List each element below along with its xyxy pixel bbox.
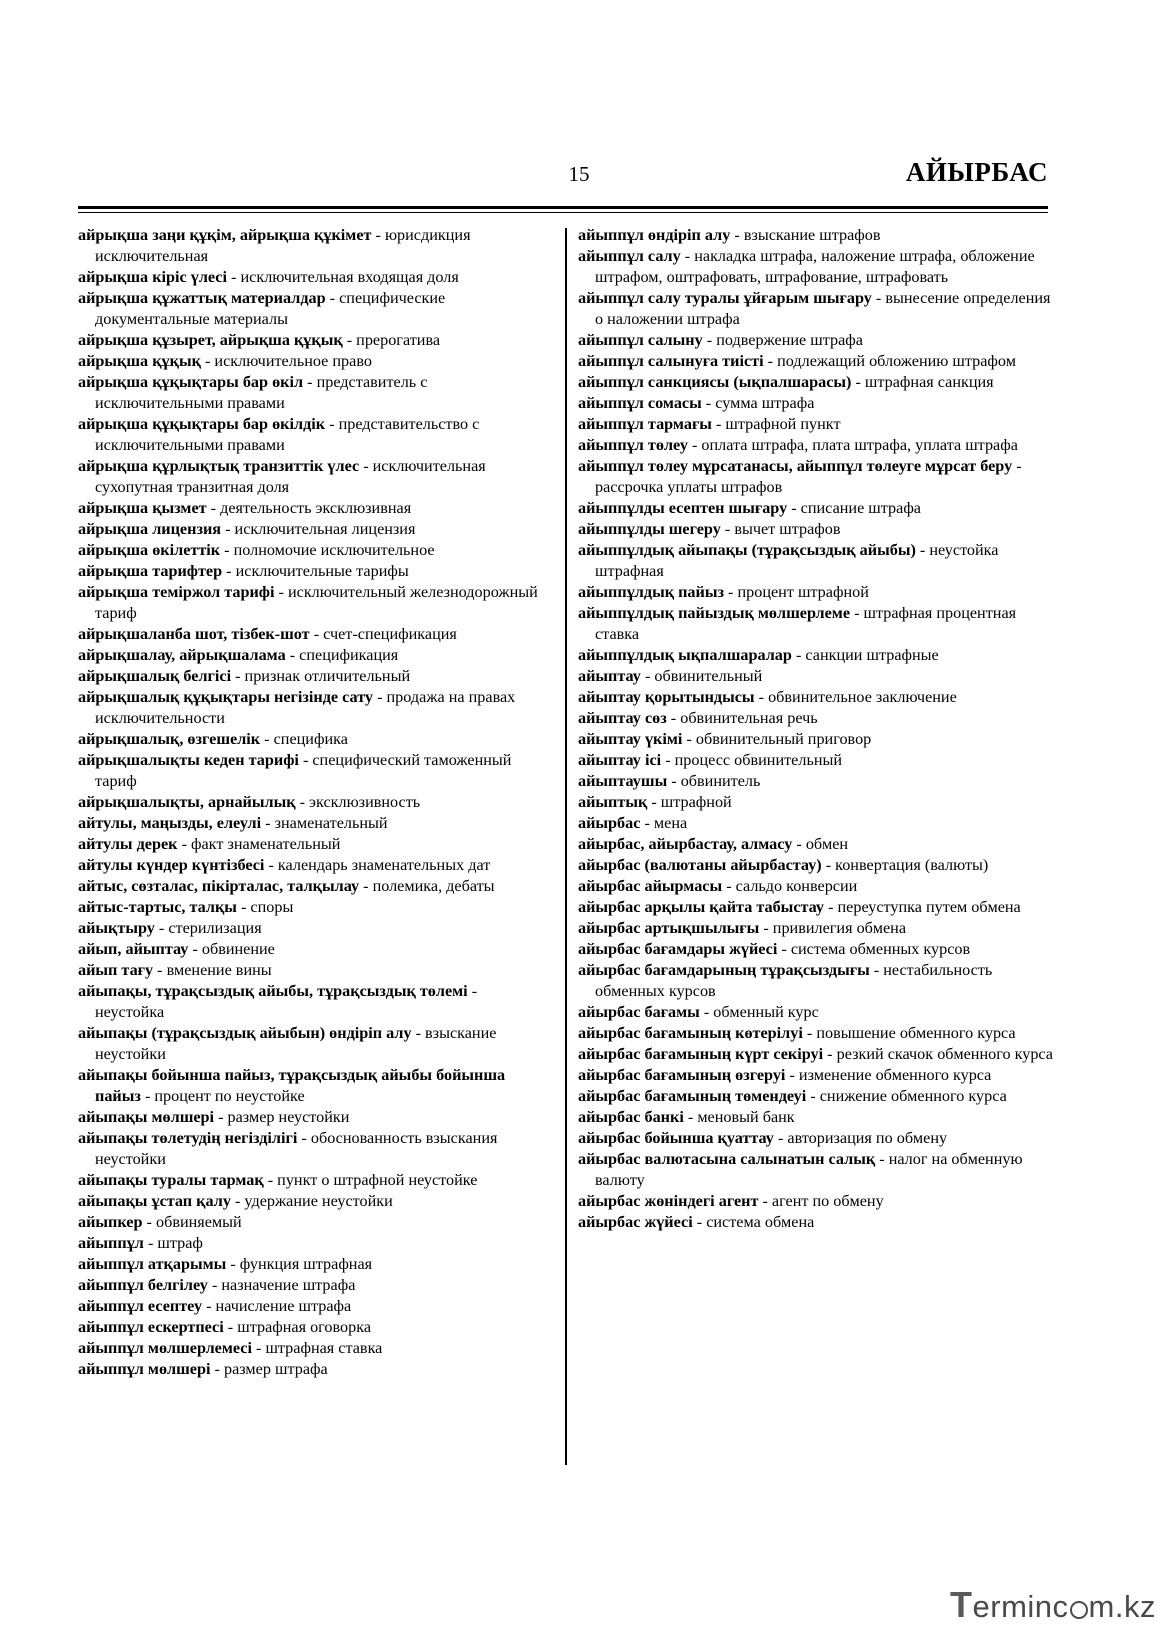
- dictionary-entry: айыппұлдық пайыз - процент штрафной: [578, 583, 869, 601]
- entry-definition: процент по неустойке: [154, 1087, 305, 1105]
- entry-definition: обвиняемый: [155, 1213, 242, 1231]
- dictionary-entry: айрықша заңи құқім, айрықша құкімет - юрисдикция исключительная: [78, 226, 471, 265]
- entry-term: айрықша өкілеттік: [78, 541, 221, 559]
- entry-term: айырбас арқылы қайта табыстау: [578, 898, 825, 916]
- entry-term: айыпақы, тұрақсыздық айыбы, тұрақсыздық төлемі: [78, 982, 468, 1000]
- entry-definition: штрафная санкция: [864, 373, 994, 391]
- entry-definition: вычет штрафов: [734, 520, 841, 538]
- entry-term: айырбас айырмасы: [578, 877, 723, 895]
- dictionary-entry: айрықша өкілеттік - полномочие исключительное: [78, 541, 435, 559]
- entry-definition: исключительная лицензия: [234, 520, 416, 538]
- entry-definition: счет-спецификация: [323, 625, 457, 643]
- entry-definition: исключительная входящая доля: [240, 268, 459, 286]
- entry-term: айрықша құқық: [78, 352, 201, 370]
- dictionary-entry: айырбас бағамы - обменный курс: [578, 1003, 819, 1021]
- dictionary-entry: айырбас артықшылығы - привилегия обмена: [578, 919, 907, 937]
- entry-term: айрықшалық белгісі: [78, 667, 232, 685]
- entry-term: айыппұл салу туралы ұйғарым шығару: [578, 289, 872, 307]
- entry-definition: специфические документальные материалы: [95, 289, 446, 328]
- entry-definition: подлежащий обложению штрафом: [777, 352, 1016, 370]
- entry-term: айыппұл есептеу: [78, 1297, 203, 1315]
- entry-definition: оплата штрафа, плата штрафа, уплата штрафа: [701, 436, 1018, 454]
- entry-term: айыпақы бойынша пайыз, тұрақсыздық айыбы бойынша пайыз: [78, 1066, 506, 1105]
- entry-definition: система обмена: [706, 1213, 815, 1231]
- dictionary-entry: айтыс-тартыс, талқы - споры: [78, 898, 294, 916]
- entry-term: айыппұл тармағы: [578, 415, 712, 433]
- entry-term: айрықша лицензия: [78, 520, 222, 538]
- dictionary-entry: айыппұл тармағы - штрафной пункт: [578, 415, 841, 433]
- entry-term: айыптау үкімі: [578, 730, 683, 748]
- entry-term: айырбас бағамының төмендеуі: [578, 1087, 807, 1105]
- entry-definition: представитель с исключительными правами: [95, 373, 428, 412]
- entry-definition: неустойка штрафная: [595, 541, 999, 580]
- entry-term: айыппұл өндіріп алу: [578, 226, 731, 244]
- dictionary-entry: айрықша қызмет - деятельность эксклюзивная: [78, 499, 412, 517]
- entry-term: айыптау ісі: [578, 751, 662, 769]
- entry-definition: мена: [653, 814, 688, 832]
- entry-term: айрықшаланба шот, тізбек-шот: [78, 625, 310, 643]
- dictionary-entry: айырбас - мена: [578, 814, 688, 832]
- dictionary-entry: айырбас жөніндегі агент - агент по обмену: [578, 1192, 884, 1210]
- dictionary-entry: айып, айыптау - обвинение: [78, 940, 275, 958]
- entry-term: айыптау: [578, 667, 641, 685]
- dictionary-entry: айрықша құрлықтық транзиттік үлес - исключительная сухопутная транзитная доля: [78, 457, 486, 496]
- dictionary-entry: айыптау сөз - обвинительная речь: [578, 709, 818, 727]
- entry-definition: юрисдикция исключительная: [95, 226, 471, 265]
- entry-definition: признак отличительный: [244, 667, 411, 685]
- dictionary-entry: айырбас бағамының күрт секіруі - резкий скачок обменного курса: [578, 1045, 1053, 1063]
- entry-definition: назначение штрафа: [221, 1276, 356, 1294]
- dictionary-entry: айырбас бағамының төмендеуі - снижение обменного курса: [578, 1087, 1007, 1105]
- column-divider: [565, 228, 567, 1465]
- entry-definition: авторизация по обмену: [787, 1129, 948, 1147]
- entry-term: айыппұл төлеу: [578, 436, 688, 454]
- entry-term: айыппұл төлеу мұрсатанасы, айыппұл төлеуге мұрсат беру: [578, 457, 1013, 475]
- dictionary-entry: айыппұл ескертпесі - штрафная оговорка: [78, 1318, 372, 1336]
- entry-term: айыптық: [578, 793, 648, 811]
- right-column: [578, 225, 1053, 1233]
- entry-definition: размер неустойки: [227, 1108, 350, 1126]
- entry-term: айрықша құзырет, айрықша құқық: [78, 331, 343, 349]
- entry-term: айыппұл: [78, 1234, 144, 1252]
- dictionary-entry: айыптаушы - обвинитель: [578, 772, 761, 790]
- entry-definition: обменный курс: [713, 1003, 819, 1021]
- dictionary-entry: айыппұл мөлшерлемесі - штрафная ставка: [78, 1339, 383, 1357]
- entry-term: айыпақы туралы тармақ: [78, 1171, 264, 1189]
- dictionary-entry: айрықша құжаттық материалдар - специфические документальные материалы: [78, 289, 446, 328]
- entry-definition: агент по обмену: [771, 1192, 884, 1210]
- entry-definition: переуступка путем обмена: [837, 898, 1021, 916]
- dictionary-entry: айырбас валютасына салынатын салық - налог на обменную валюту: [578, 1150, 1023, 1189]
- entry-definition: функция штрафная: [239, 1255, 373, 1273]
- entry-term: айрықшалық құқықтары негізінде сату: [78, 688, 374, 706]
- entry-definition: исключительные тарифы: [235, 562, 409, 580]
- dictionary-entry: айыппұл салу туралы ұйғарым шығару - вынесение определения о наложении штрафа: [578, 289, 1051, 328]
- watermark-text-b: m.kz: [1088, 1589, 1156, 1624]
- dictionary-entry: айып тағу - вменение вины: [78, 961, 272, 979]
- entry-term: айрықша құқықтары бар өкілдік: [78, 415, 326, 433]
- left-column: [78, 225, 548, 1380]
- dictionary-entry: айрықшалық белгісі - признак отличительный: [78, 667, 411, 685]
- entry-term: айырбас (валютаны айырбастау): [578, 856, 822, 874]
- entry-definition: подвержение штрафа: [716, 331, 863, 349]
- entry-definition: процент штрафной: [737, 583, 869, 601]
- dictionary-entry: айрықша кіріс үлесі - исключительная входящая доля: [78, 268, 459, 286]
- dictionary-entry: айырбас жүйесі - система обмена: [578, 1213, 815, 1231]
- entry-definition: конвертация (валюты): [835, 856, 989, 874]
- dictionary-entry: айықтыру - стерилизация: [78, 919, 262, 937]
- dictionary-entry: айрықша құқық - исключительное право: [78, 352, 372, 370]
- dictionary-entry: айыптау үкімі - обвинительный приговор: [578, 730, 872, 748]
- entry-term: айырбас жөніндегі агент: [578, 1192, 759, 1210]
- entry-term: айыппұл мөлшерлемесі: [78, 1339, 252, 1357]
- entry-definition: изменение обменного курса: [798, 1066, 992, 1084]
- entry-term: айыппұлдық пайыздық мөлшерлеме: [578, 604, 851, 622]
- entry-definition: полномочие исключительное: [233, 541, 435, 559]
- dictionary-entry: айрықшалықты кеден тарифі - специфический таможенный тариф: [78, 751, 512, 790]
- entry-term: айрықша қызмет: [78, 499, 207, 517]
- entry-definition: специфический таможенный тариф: [95, 751, 512, 790]
- entry-term: айыппұлдық айыпақы (тұрақсыздық айыбы): [578, 541, 916, 559]
- entry-term: айтулы күндер күнтізбесі: [78, 856, 265, 874]
- entry-term: айыппұл салу: [578, 247, 681, 265]
- dictionary-entry: айыппұл есептеу - начисление штрафа: [78, 1297, 352, 1315]
- entry-term: айырбас: [578, 814, 641, 832]
- watermark-text-a: erminc: [972, 1589, 1069, 1624]
- entry-definition: исключительное право: [214, 352, 372, 370]
- entry-definition: специфика: [273, 730, 348, 748]
- dictionary-entry: айыппұлдық пайыздық мөлшерлеме - штрафная процентная ставка: [578, 604, 1017, 643]
- entry-term: айрықшалық, өзгешелік: [78, 730, 261, 748]
- entry-definition: процесс обвинительный: [674, 751, 843, 769]
- entry-term: айырбас бағамдары жүйесі: [578, 940, 778, 958]
- dictionary-entry: айрықшалықты, арнайылық - эксклюзивность: [78, 793, 421, 811]
- entry-definition: сумма штрафа: [715, 394, 815, 412]
- entry-definition: обвинительный приговор: [695, 730, 872, 748]
- entry-definition: взыскание штрафов: [743, 226, 881, 244]
- entry-definition: снижение обменного курса: [819, 1087, 1007, 1105]
- entry-definition: налог на обменную валюту: [595, 1150, 1023, 1189]
- dictionary-entry: айрықша құзырет, айрықша құқық - прерогатива: [78, 331, 441, 349]
- entry-term: айырбас бағамының өзгеруі: [578, 1066, 786, 1084]
- dictionary-entry: айыппұл өндіріп алу - взыскание штрафов: [578, 226, 881, 244]
- dictionary-entry: айрықшалау, айрықшалама - спецификация: [78, 646, 399, 664]
- entry-term: айтулы, маңызды, елеулі: [78, 814, 262, 832]
- entry-term: айырбас бағамдарының тұрақсыздығы: [578, 961, 870, 979]
- entry-term: айрықшалықты кеден тарифі: [78, 751, 299, 769]
- entry-term: айтулы дерек: [78, 835, 178, 853]
- dictionary-entry: айырбас (валютаны айырбастау) - конвертация (валюты): [578, 856, 989, 874]
- entry-term: айрықша құқықтары бар өкіл: [78, 373, 304, 391]
- entry-definition: знаменательный: [274, 814, 388, 832]
- entry-term: айрықша кіріс үлесі: [78, 268, 227, 286]
- dictionary-entry: айыппұл мөлшері - размер штрафа: [78, 1360, 328, 1378]
- dictionary-entry: айыпақы, тұрақсыздық айыбы, тұрақсыздық төлемі - неустойка: [78, 982, 478, 1021]
- dictionary-entry: айыппұл санкциясы (ықпалшарасы) - штрафная санкция: [578, 373, 994, 391]
- entry-definition: продажа на правах исключительности: [95, 688, 516, 727]
- dictionary-entry: айыппұлдық ықпалшаралар - санкции штрафные: [578, 646, 939, 664]
- entry-definition: пункт о штрафной неустойке: [277, 1171, 478, 1189]
- entry-term: айрықшалау, айрықшалама: [78, 646, 286, 664]
- dictionary-entry: айыппұл атқарымы - функция штрафная: [78, 1255, 373, 1273]
- entry-definition: начисление штрафа: [215, 1297, 352, 1315]
- dictionary-entry: айырбас бойынша қуаттау - авторизация по обмену: [578, 1129, 948, 1147]
- entry-definition: вменение вины: [166, 961, 272, 979]
- entry-definition: удержание неустойки: [244, 1192, 393, 1210]
- entry-term: айтыс, сөзталас, пікірталас, талқылау: [78, 877, 360, 895]
- entry-term: айрықшалықты, арнайылық: [78, 793, 296, 811]
- dictionary-entry: айтулы дерек - факт знаменательный: [78, 835, 341, 853]
- dictionary-entry: айрықша құқықтары бар өкілдік - представительство с исключительными правами: [78, 415, 480, 454]
- dictionary-entry: айыппұл салыну - подвержение штрафа: [578, 331, 863, 349]
- entry-term: айрықша тарифтер: [78, 562, 223, 580]
- entry-definition: обвинительное заключение: [768, 688, 957, 706]
- dictionary-entry: айыптау - обвинительный: [578, 667, 763, 685]
- entry-definition: деятельность эксклюзивная: [220, 499, 412, 517]
- entry-term: айырбас жүйесі: [578, 1213, 693, 1231]
- entry-definition: накладка штрафа, наложение штрафа, обложение штрафом, оштрафовать, штрафование, штрафовать: [595, 247, 1035, 286]
- dictionary-entry: айрықшалық, өзгешелік - специфика: [78, 730, 348, 748]
- entry-term: айыппұлдық ықпалшаралар: [578, 646, 792, 664]
- entry-definition: привилегия обмена: [772, 919, 907, 937]
- termincom-watermark: [950, 1584, 1156, 1626]
- dictionary-entry: айтулы, маңызды, елеулі - знаменательный: [78, 814, 388, 832]
- entry-definition: взыскание неустойки: [95, 1024, 497, 1063]
- dictionary-entry: айырбас бағамының өзгеруі - изменение обменного курса: [578, 1066, 992, 1084]
- entry-definition: обвинительная речь: [680, 709, 818, 727]
- dictionary-entry: айыппұл белгілеу - назначение штрафа: [78, 1276, 356, 1294]
- entry-term: айырбас бойынша қуаттау: [578, 1129, 774, 1147]
- entry-term: айырбас бағамының күрт секіруі: [578, 1045, 824, 1063]
- entry-definition: штрафная процентная ставка: [595, 604, 1017, 643]
- entry-definition: обмен: [805, 835, 849, 853]
- dictionary-entry: айыппұл салынуға тиісті - подлежащий обложению штрафом: [578, 352, 1016, 370]
- entry-term: айып, айыптау: [78, 940, 189, 958]
- entry-definition: санкции штрафные: [805, 646, 939, 664]
- dictionary-entry: айыппұлдық айыпақы (тұрақсыздық айыбы) - неустойка штрафная: [578, 541, 999, 580]
- dictionary-entry: айрықшалық құқықтары негізінде сату - продажа на правах исключительности: [78, 688, 516, 727]
- dictionary-entry: айтулы күндер күнтізбесі - календарь знаменательных дат: [78, 856, 491, 874]
- entry-term: айтыс-тартыс, талқы: [78, 898, 237, 916]
- entry-term: айыппұл ескертпесі: [78, 1318, 224, 1336]
- dictionary-entry: айыппұл төлеу мұрсатанасы, айыппұл төлеуге мұрсат беру - рассрочка уплаты штрафов: [578, 457, 1022, 496]
- entry-definition: обвинитель: [680, 772, 761, 790]
- entry-definition: спецификация: [299, 646, 399, 664]
- dictionary-entry: айрықшаланба шот, тізбек-шот - счет-спецификация: [78, 625, 457, 643]
- entry-definition: штрафная ставка: [265, 1339, 383, 1357]
- dictionary-entry: айыппұл сомасы - сумма штрафа: [578, 394, 815, 412]
- entry-term: айыпақы ұстап қалу: [78, 1192, 231, 1210]
- dictionary-entry: айыппұлды шегеру - вычет штрафов: [578, 520, 841, 538]
- entry-term: айыптау қорытындысы: [578, 688, 755, 706]
- dictionary-entry: айыптық - штрафной: [578, 793, 732, 811]
- page-number: 15: [568, 162, 590, 186]
- header-rule-thick: [78, 206, 1048, 209]
- entry-definition: размер штрафа: [223, 1360, 328, 1378]
- dictionary-entry: айыппұл төлеу - оплата штрафа, плата штрафа, уплата штрафа: [578, 436, 1018, 454]
- entry-term: айрықша заңи құқім, айрықша құкімет: [78, 226, 372, 244]
- entry-term: айыппұл мөлшері: [78, 1360, 211, 1378]
- entry-definition: штраф: [157, 1234, 203, 1252]
- dictionary-entry: айырбас айырмасы - сальдо конверсии: [578, 877, 858, 895]
- entry-term: айырбас бағамы: [578, 1003, 700, 1021]
- entry-definition: резкий скачок обменного курса: [836, 1045, 1053, 1063]
- entry-term: айыпақы (тұрақсыздық айыбын) өндіріп алу: [78, 1024, 412, 1042]
- entry-term: айырбас валютасына салынатын салық: [578, 1150, 876, 1168]
- entry-definition: сальдо конверсии: [735, 877, 858, 895]
- entry-definition: исключительный железнодорожный тариф: [95, 583, 538, 622]
- entry-definition: меновый банк: [697, 1108, 795, 1126]
- dictionary-entry: айрықша құқықтары бар өкіл - представитель с исключительными правами: [78, 373, 428, 412]
- header-rule-thin: [78, 212, 1048, 213]
- entry-definition: факт знаменательный: [191, 835, 341, 853]
- dictionary-entry: айырбас бағамының көтерілуі - повышение обменного курса: [578, 1024, 1016, 1042]
- dictionary-entry: айыппұлды есептен шығару - списание штрафа: [578, 499, 921, 517]
- dictionary-entry: айрықша тарифтер - исключительные тарифы: [78, 562, 409, 580]
- dictionary-entry: айыпақы мөлшері - размер неустойки: [78, 1108, 350, 1126]
- dictionary-entry: айыпақы бойынша пайыз, тұрақсыздық айыбы бойынша пайыз - процент по неустойке: [78, 1066, 506, 1105]
- dictionary-entry: айыпақы ұстап қалу - удержание неустойки: [78, 1192, 393, 1210]
- watermark-circle-icon: [1070, 1601, 1088, 1619]
- entry-term: айықтыру: [78, 919, 155, 937]
- entry-term: айып тағу: [78, 961, 154, 979]
- entry-term: айрықша теміржол тарифі: [78, 583, 275, 601]
- entry-definition: полемика, дебаты: [372, 877, 495, 895]
- entry-term: айыпақы мөлшері: [78, 1108, 215, 1126]
- entry-definition: обвинительный: [654, 667, 763, 685]
- dictionary-entry: айыпкер - обвиняемый: [78, 1213, 242, 1231]
- entry-definition: неустойка: [95, 1003, 165, 1021]
- entry-term: айыптаушы: [578, 772, 668, 790]
- dictionary-entry: айырбас арқылы қайта табыстау - переуступка путем обмена: [578, 898, 1021, 916]
- entry-term: айырбас артықшылығы: [578, 919, 760, 937]
- watermark-logo-letter: T: [950, 1584, 973, 1625]
- dictionary-entry: айыптау қорытындысы - обвинительное заключение: [578, 688, 957, 706]
- entry-term: айыппұл салыну: [578, 331, 703, 349]
- entry-definition: споры: [250, 898, 294, 916]
- entry-definition: прерогатива: [356, 331, 441, 349]
- entry-term: айыппұл сомасы: [578, 394, 702, 412]
- dictionary-entry: айырбас бағамдары жүйесі - система обменных курсов: [578, 940, 971, 958]
- dictionary-entry: айрықша теміржол тарифі - исключительный железнодорожный тариф: [78, 583, 538, 622]
- entry-term: айыптау сөз: [578, 709, 667, 727]
- entry-term: айырбас бағамының көтерілуі: [578, 1024, 803, 1042]
- dictionary-entry: айыптау ісі - процесс обвинительный: [578, 751, 843, 769]
- dictionary-entry: айыппұл салу - накладка штрафа, наложение штрафа, обложение штрафом, оштрафовать, штрафование, штрафовать: [578, 247, 1035, 286]
- entry-definition: штрафной пункт: [725, 415, 841, 433]
- entry-definition: нестабильность обменных курсов: [595, 961, 993, 1000]
- entry-term: айыппұл салынуға тиісті: [578, 352, 764, 370]
- dictionary-entry: айыпақы туралы тармақ - пункт о штрафной неустойке: [78, 1171, 478, 1189]
- running-head: АЙЫРБАС: [905, 157, 1048, 187]
- dictionary-entry: айтыс, сөзталас, пікірталас, талқылау - полемика, дебаты: [78, 877, 495, 895]
- dictionary-entry: айырбас, айырбастау, алмасу - обмен: [578, 835, 849, 853]
- entry-term: айрықша құрлықтық транзиттік үлес: [78, 457, 360, 475]
- dictionary-entry: айырбас банкі - меновый банк: [578, 1108, 795, 1126]
- entry-term: айыппұлды есептен шығару: [578, 499, 788, 517]
- entry-term: айыппұлдық пайыз: [578, 583, 724, 601]
- entry-definition: обвинение: [201, 940, 275, 958]
- entry-term: айырбас, айырбастау, алмасу: [578, 835, 793, 853]
- entry-definition: списание штрафа: [800, 499, 921, 517]
- entry-term: айыппұлды шегеру: [578, 520, 721, 538]
- dictionary-entry: айыпақы төлетудің негізділігі - обоснованность взыскания неустойки: [78, 1129, 498, 1168]
- entry-definition: штрафная оговорка: [237, 1318, 372, 1336]
- entry-definition: календарь знаменательных дат: [277, 856, 491, 874]
- dictionary-entry: айыппұл - штраф: [78, 1234, 203, 1252]
- entry-term: айыпақы төлетудің негізділігі: [78, 1129, 298, 1147]
- entry-term: айырбас банкі: [578, 1108, 684, 1126]
- entry-definition: представительство с исключительными правами: [95, 415, 480, 454]
- entry-definition: система обменных курсов: [790, 940, 971, 958]
- entry-definition: рассрочка уплаты штрафов: [595, 478, 783, 496]
- entry-term: айрықша құжаттық материалдар: [78, 289, 326, 307]
- entry-definition: стерилизация: [168, 919, 262, 937]
- entry-definition: вынесение определения о наложении штрафа: [595, 289, 1051, 328]
- entry-term: айыппұл санкциясы (ықпалшарасы): [578, 373, 852, 391]
- entry-definition: эксклюзивность: [309, 793, 421, 811]
- entry-definition: обоснованность взыскания неустойки: [95, 1129, 498, 1168]
- entry-definition: исключительная сухопутная транзитная доля: [95, 457, 486, 496]
- entry-term: айыппұл белгілеу: [78, 1276, 208, 1294]
- entry-term: айыпкер: [78, 1213, 143, 1231]
- dictionary-entry: айыпақы (тұрақсыздық айыбын) өндіріп алу - взыскание неустойки: [78, 1024, 497, 1063]
- entry-definition: повышение обменного курса: [816, 1024, 1016, 1042]
- dictionary-entry: айырбас бағамдарының тұрақсыздығы - нестабильность обменных курсов: [578, 961, 993, 1000]
- dictionary-entry: айрықша лицензия - исключительная лицензия: [78, 520, 416, 538]
- entry-definition: штрафной: [660, 793, 732, 811]
- entry-term: айыппұл атқарымы: [78, 1255, 227, 1273]
